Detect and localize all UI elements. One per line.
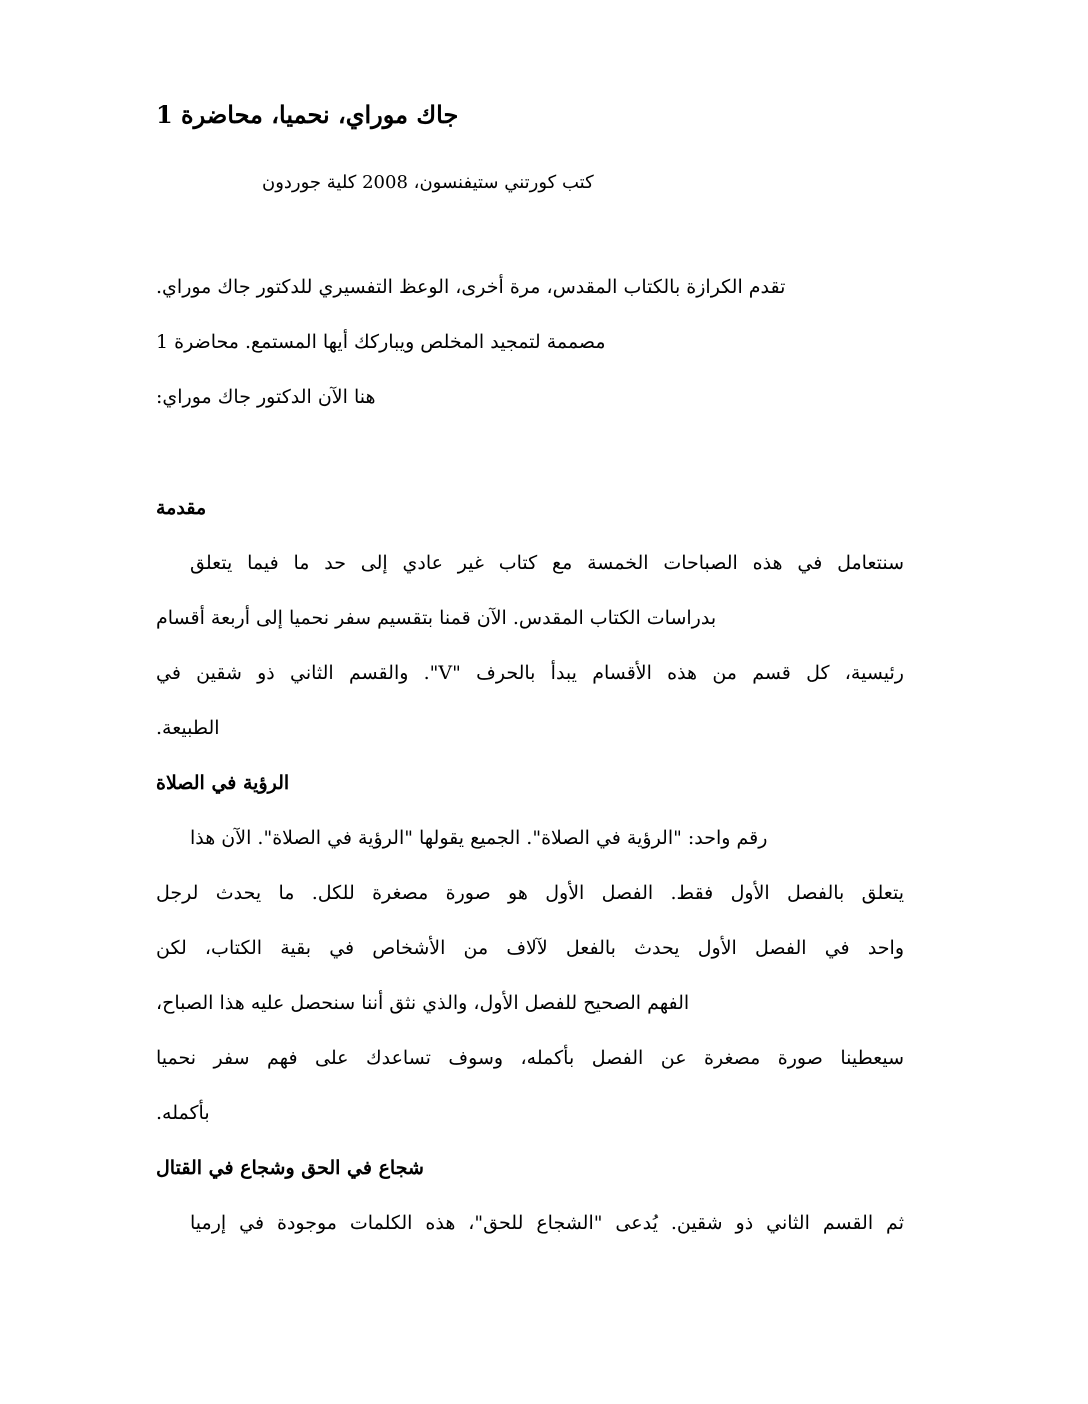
paragraph-line: ثم القسم الثاني ذو شقين. يُدعى "الشجاع للحق"، هذه الكلمات موجودة في إرميا — [190, 1212, 904, 1234]
paragraph-line: واحد في الفصل الأول يحدث بالفعل لآلاف من الأشخاص في بقية الكتاب، لكن — [156, 937, 904, 959]
paragraph-line: بأكمله. — [156, 1102, 210, 1124]
section-heading: شجاع في الحق وشجاع في القتال — [156, 1157, 424, 1179]
paragraph-line: الطبيعة. — [156, 717, 220, 739]
section-heading: الرؤية في الصلاة — [156, 772, 290, 794]
paragraph-line: رقم واحد: "الرؤية في الصلاة". الجميع يقولها "الرؤية في الصلاة". الآن هذا — [190, 827, 768, 849]
document-byline: كتب كورتني ستيفنسون، 2008 كلية جوردون — [262, 172, 594, 193]
section-heading: مقدمة — [156, 497, 207, 519]
paragraph-line: سنتعامل في هذه الصباحات الخمسة مع كتاب غير عادي إلى حد ما فيما يتعلق — [190, 552, 904, 574]
paragraph-line: رئيسية، كل قسم من هذه الأقسام يبدأ بالحرف "V". والقسم الثاني ذو شقين في — [156, 662, 904, 684]
paragraph-line: سيعطينا صورة مصغرة عن الفصل بأكمله، وسوف تساعدك على فهم سفر نحميا — [156, 1047, 904, 1069]
document-title: جاك موراي، نحميا، محاضرة 1 — [156, 100, 459, 129]
intro-line: مصممة لتمجيد المخلص ويباركك أيها المستمع. محاضرة 1 — [156, 331, 606, 353]
intro-line: تقدم الكرازة بالكتاب المقدس، مرة أخرى، الوعظ التفسيري للدكتور جاك موراي. — [156, 276, 786, 298]
paragraph-line: بدراسات الكتاب المقدس. الآن قمنا بتقسيم سفر نحميا إلى أربعة أقسام — [156, 607, 717, 629]
paragraph-line: الفهم الصحيح للفصل الأول، والذي نثق أننا سنحصل عليه هذا الصباح، — [156, 992, 690, 1014]
paragraph-line: يتعلق بالفصل الأول فقط. الفصل الأول هو صورة مصغرة للكل. ما يحدث لرجل — [156, 882, 904, 904]
intro-line: هنا الآن الدكتور جاك موراي: — [156, 386, 376, 408]
